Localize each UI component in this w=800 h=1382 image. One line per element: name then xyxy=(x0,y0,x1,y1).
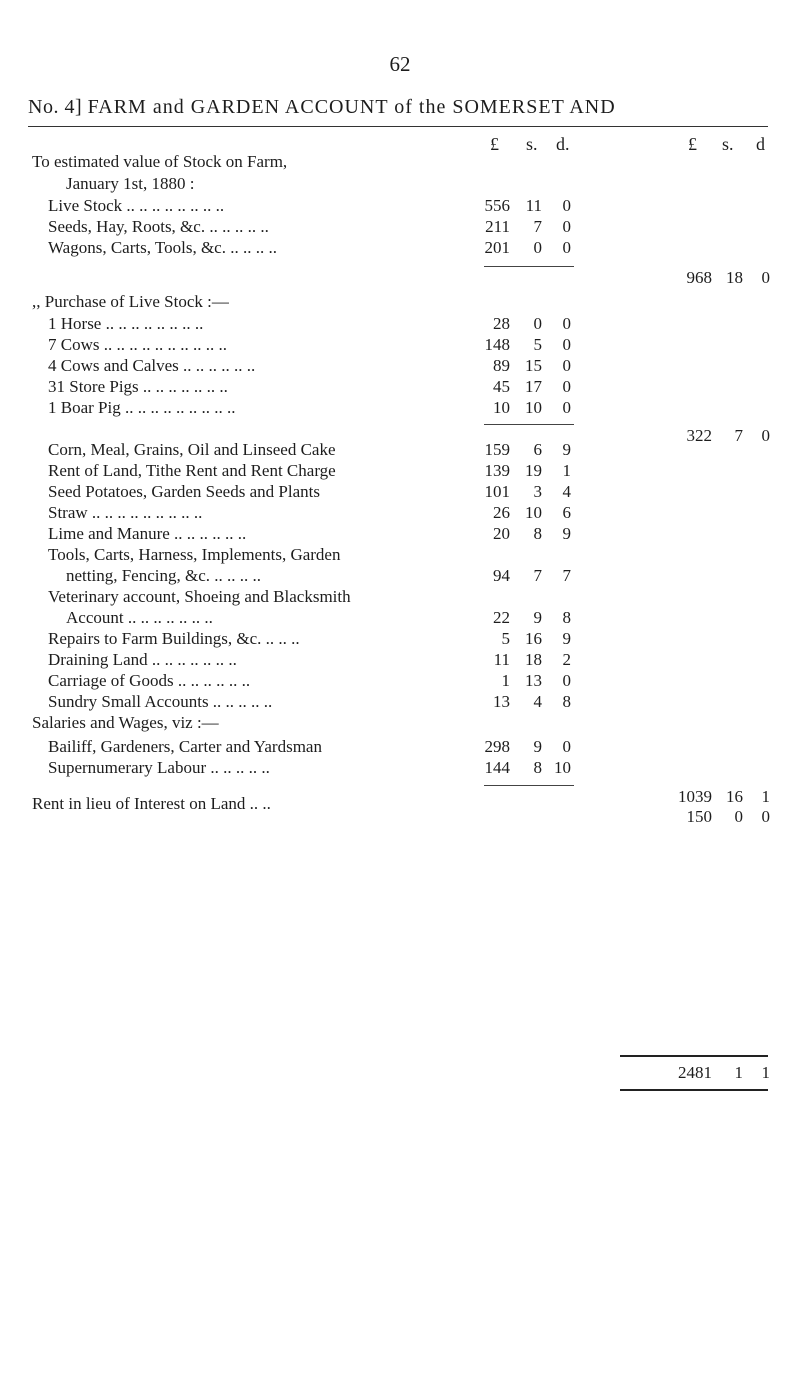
row-pence: 2 xyxy=(562,650,571,669)
row-pence: 8 xyxy=(562,608,571,627)
row-shillings: 11 xyxy=(525,196,542,215)
row-label: Seed Potatoes, Garden Seeds and Plants xyxy=(48,482,320,501)
row-label: Wagons, Carts, Tools, &c. .. .. .. .. xyxy=(48,238,277,257)
row-pounds: 26 xyxy=(493,503,510,522)
row-pounds: 139 xyxy=(484,461,510,480)
purchase-total-shillings: 7 xyxy=(734,426,743,445)
purchase-heading: ,, Purchase of Live Stock :— xyxy=(32,292,229,311)
header-rule xyxy=(28,126,768,127)
row-pounds: 94 xyxy=(493,566,510,585)
row-shillings: 6 xyxy=(533,440,542,459)
row-shillings: 9 xyxy=(533,608,542,627)
row-pence: 0 xyxy=(562,356,571,375)
row-label: 31 Store Pigs .. .. .. .. .. .. .. xyxy=(48,377,228,396)
row-shillings: 13 xyxy=(525,671,542,690)
row-pence: 9 xyxy=(562,629,571,648)
row-shillings: 0 xyxy=(734,807,743,826)
expenses-subtotal-rule xyxy=(484,785,574,786)
stock-heading-line2: January 1st, 1880 : xyxy=(66,174,195,193)
row-pence: 7 xyxy=(562,566,571,585)
purchase-subtotal-rule xyxy=(484,424,574,425)
salaries-heading: Salaries and Wages, viz :— xyxy=(32,713,219,732)
total-pence-header: d xyxy=(756,134,765,154)
expenses-total-shillings: 16 xyxy=(726,787,743,806)
row-label: Rent in lieu of Interest on Land .. .. xyxy=(32,794,271,813)
row-pounds: 13 xyxy=(493,692,510,711)
row-label: 4 Cows and Calves .. .. .. .. .. .. xyxy=(48,356,256,375)
stock-total-shillings: 18 xyxy=(726,268,743,287)
row-shillings: 10 xyxy=(525,503,542,522)
row-shillings: 10 xyxy=(525,398,542,417)
row-label-continued: Account .. .. .. .. .. .. .. xyxy=(66,608,213,627)
row-shillings: 0 xyxy=(533,314,542,333)
row-shillings: 3 xyxy=(533,482,542,501)
row-pence: 0 xyxy=(562,217,571,236)
row-pence: 0 xyxy=(761,807,770,826)
shillings-header: s. xyxy=(526,134,538,154)
row-pence: 4 xyxy=(562,482,571,501)
expenses-total-pence: 1 xyxy=(761,787,770,806)
row-shillings: 8 xyxy=(533,524,542,543)
row-pounds: 150 xyxy=(686,807,712,826)
row-pence: 1 xyxy=(562,461,571,480)
row-pence: 0 xyxy=(562,196,571,215)
row-shillings: 17 xyxy=(525,377,542,396)
row-pounds: 11 xyxy=(493,650,510,669)
row-pence: 0 xyxy=(562,335,571,354)
row-pounds: 144 xyxy=(484,758,510,777)
purchase-total-pounds: 322 xyxy=(686,426,712,445)
row-shillings: 9 xyxy=(533,737,542,756)
grand-total-pence: 1 xyxy=(761,1063,770,1082)
row-pounds: 22 xyxy=(493,608,510,627)
row-pounds: 159 xyxy=(484,440,510,459)
pence-header: d. xyxy=(556,134,570,154)
row-shillings: 7 xyxy=(533,217,542,236)
grand-total-pounds: 2481 xyxy=(678,1063,712,1082)
row-shillings: 18 xyxy=(525,650,542,669)
stock-total-pence: 0 xyxy=(761,268,770,287)
row-label: Straw .. .. .. .. .. .. .. .. .. xyxy=(48,503,203,522)
row-label: 7 Cows .. .. .. .. .. .. .. .. .. .. xyxy=(48,335,227,354)
row-pence: 0 xyxy=(562,238,571,257)
row-label: Draining Land .. .. .. .. .. .. .. xyxy=(48,650,237,669)
row-label: Live Stock .. .. .. .. .. .. .. .. xyxy=(48,196,225,215)
row-label: Veterinary account, Shoeing and Blacksmith xyxy=(48,587,351,606)
row-label-continued: netting, Fencing, &c. .. .. .. .. xyxy=(66,566,262,585)
row-label: Lime and Manure .. .. .. .. .. .. xyxy=(48,524,247,543)
row-pence: 0 xyxy=(562,377,571,396)
row-pounds: 556 xyxy=(484,196,510,215)
row-pounds: 201 xyxy=(484,238,510,257)
row-pounds: 1 xyxy=(501,671,510,690)
row-label: 1 Horse .. .. .. .. .. .. .. .. xyxy=(48,314,204,333)
row-shillings: 16 xyxy=(525,629,542,648)
expenses-total-pounds: 1039 xyxy=(678,787,712,806)
row-shillings: 4 xyxy=(533,692,542,711)
row-pounds: 298 xyxy=(484,737,510,756)
row-shillings: 8 xyxy=(533,758,542,777)
row-shillings: 15 xyxy=(525,356,542,375)
stock-total-pounds: 968 xyxy=(686,268,712,287)
stock-heading-line1: To estimated value of Stock on Farm, xyxy=(32,152,288,171)
row-pence: 9 xyxy=(562,524,571,543)
row-pence: 0 xyxy=(562,314,571,333)
row-pence: 8 xyxy=(562,692,571,711)
grand-total-rule-top xyxy=(620,1055,768,1057)
row-label: Corn, Meal, Grains, Oil and Linseed Cake xyxy=(48,440,336,459)
row-pence: 10 xyxy=(554,758,571,777)
row-pounds: 211 xyxy=(485,217,510,236)
grand-total-shillings: 1 xyxy=(734,1063,743,1082)
grand-total-rule-bottom xyxy=(620,1089,768,1091)
row-shillings: 19 xyxy=(525,461,542,480)
pounds-header: £ xyxy=(490,134,499,154)
row-shillings: 5 xyxy=(533,335,542,354)
row-pounds: 101 xyxy=(484,482,510,501)
page-header xyxy=(28,96,616,119)
row-label: Supernumerary Labour .. .. .. .. .. xyxy=(48,758,270,777)
row-pounds: 28 xyxy=(493,314,510,333)
total-pounds-header: £ xyxy=(688,134,697,154)
row-shillings: 7 xyxy=(533,566,542,585)
page-number: 62 xyxy=(389,52,411,76)
row-label: Seeds, Hay, Roots, &c. .. .. .. .. .. xyxy=(48,217,269,236)
row-pence: 0 xyxy=(562,398,571,417)
row-label: Rent of Land, Tithe Rent and Rent Charge xyxy=(48,461,336,480)
row-pounds: 20 xyxy=(493,524,510,543)
row-label: 1 Boar Pig .. .. .. .. .. .. .. .. .. xyxy=(48,398,236,417)
row-shillings: 0 xyxy=(533,238,542,257)
header-title: FARM and GARDEN ACCOUNT of the SOMERSET AND xyxy=(87,96,616,118)
row-pounds: 5 xyxy=(501,629,510,648)
row-pence: 0 xyxy=(562,737,571,756)
row-pounds: 148 xyxy=(484,335,510,354)
row-label: Carriage of Goods .. .. .. .. .. .. xyxy=(48,671,251,690)
row-pence: 9 xyxy=(562,440,571,459)
purchase-total-pence: 0 xyxy=(761,426,770,445)
row-label: Bailiff, Gardeners, Carter and Yardsman xyxy=(48,737,322,756)
row-pounds: 89 xyxy=(493,356,510,375)
row-pounds: 10 xyxy=(493,398,510,417)
stock-subtotal-rule xyxy=(484,266,574,267)
total-shillings-header: s. xyxy=(722,134,734,154)
row-label: Repairs to Farm Buildings, &c. .. .. .. xyxy=(48,629,300,648)
row-pounds: 45 xyxy=(493,377,510,396)
row-pence: 6 xyxy=(562,503,571,522)
row-label: Tools, Carts, Harness, Implements, Garden xyxy=(48,545,341,564)
row-label: Sundry Small Accounts .. .. .. .. .. xyxy=(48,692,273,711)
row-pence: 0 xyxy=(562,671,571,690)
header-number: No. 4] xyxy=(28,96,83,118)
